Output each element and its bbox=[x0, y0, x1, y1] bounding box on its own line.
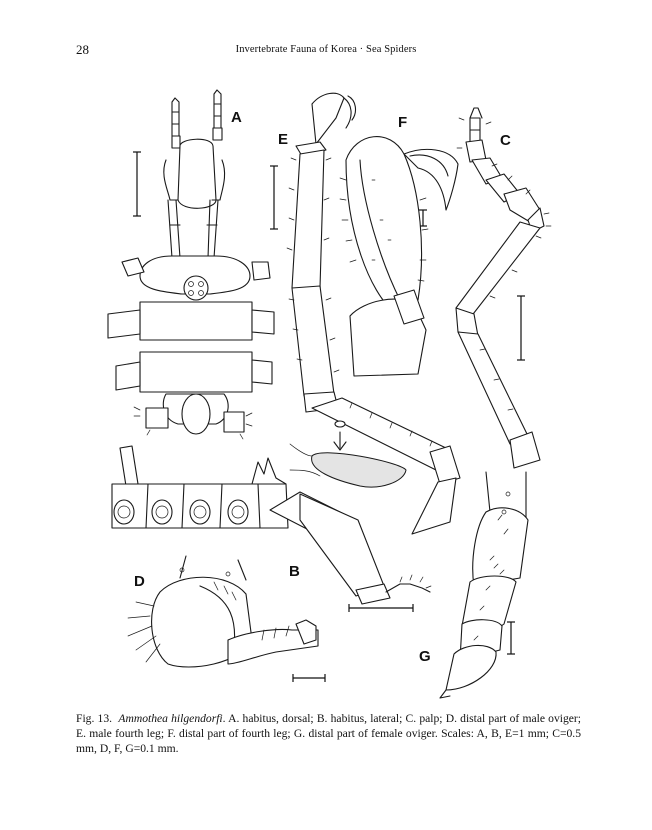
drawing-a-habitus-dorsal bbox=[108, 90, 274, 439]
panel-label-f: F bbox=[398, 114, 408, 131]
caption-prefix: Fig. 13. bbox=[76, 712, 113, 725]
drawing-f-distal-fourth-leg bbox=[340, 137, 458, 376]
panel-label-e: E bbox=[278, 131, 289, 148]
panel-label-c: C bbox=[500, 132, 511, 149]
page-number: 28 bbox=[76, 42, 89, 57]
panel-label-d: D bbox=[134, 573, 145, 590]
figure-caption bbox=[76, 711, 581, 756]
panel-label-a: A bbox=[231, 109, 242, 126]
drawing-g-female-oviger bbox=[440, 472, 528, 698]
panel-label-g: G bbox=[419, 648, 431, 665]
panel-label-b: B bbox=[289, 563, 300, 580]
caption-text: . A. habitus, dorsal; B. habitus, lateral; C. palp; D. distal part of male oviger; E. male fourth leg; F. distal part of fourth leg; G. distal part of female oviger. Scales: A, B, E=1 mm; C=0.5 mm, D, F, G=0.1 mm. bbox=[76, 712, 581, 755]
drawing-c-palp bbox=[456, 108, 551, 468]
caption-species: Ammothea hilgendorfi bbox=[118, 712, 223, 725]
running-head: Invertebrate Fauna of Korea · Sea Spiders bbox=[235, 44, 417, 55]
